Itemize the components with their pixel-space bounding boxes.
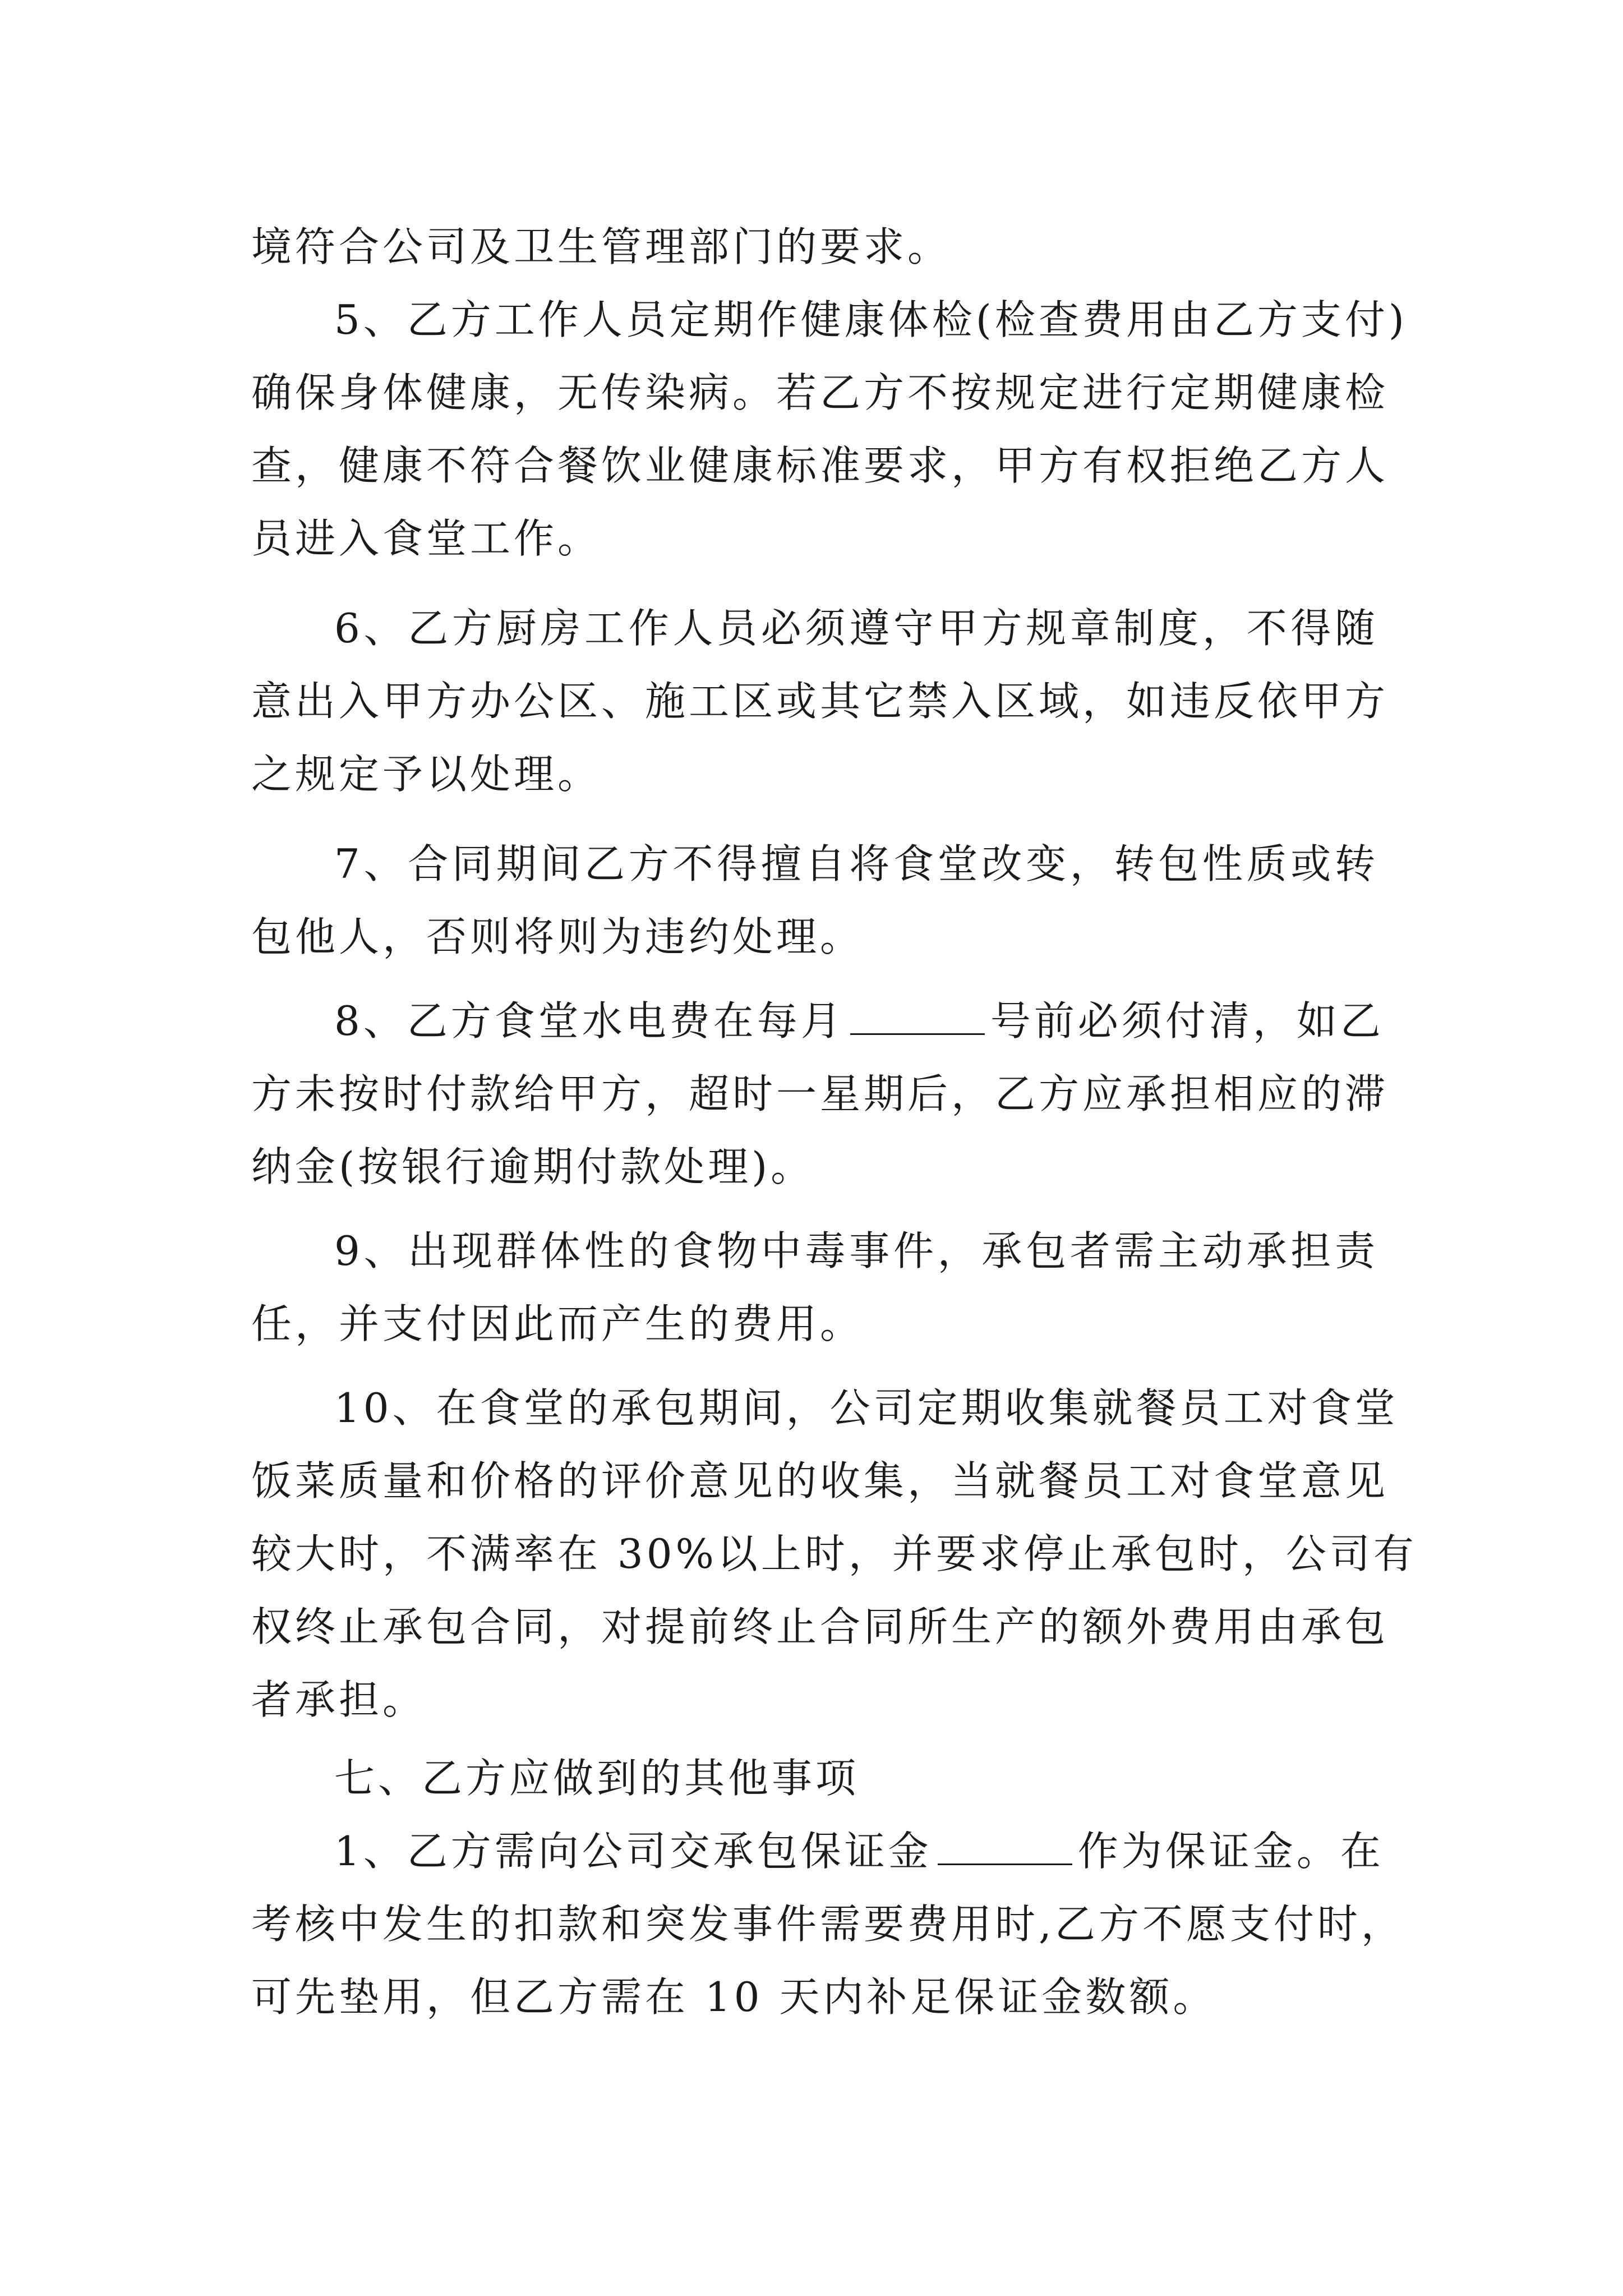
text-line: 10、在食堂的承包期间，公司定期收集就餐员工对食堂 bbox=[334, 1384, 1399, 1432]
text-line: 纳金(按银行逾期付款处理)。 bbox=[251, 1143, 815, 1190]
text-line: 员进入食堂工作。 bbox=[251, 515, 602, 562]
fill-in-blank bbox=[850, 997, 985, 1035]
text-line: 较大时，不满率在 30%以上时，并要求停止承包时，公司有 bbox=[251, 1530, 1417, 1577]
text-line: 方未按时付款给甲方，超时一星期后，乙方应承担相应的滞 bbox=[251, 1070, 1389, 1117]
text-line: 之规定予以处理。 bbox=[251, 751, 602, 798]
text-line: 包他人，否则将则为违约处理。 bbox=[251, 913, 864, 960]
text-segment: 1、乙方需向公司交承包保证金 bbox=[334, 1828, 932, 1875]
text-line: 者承担。 bbox=[251, 1676, 427, 1723]
text-segment: 8、乙方食堂水电费在每月 bbox=[334, 997, 845, 1045]
text-line: 境符合公司及卫生管理部门的要求。 bbox=[251, 223, 952, 270]
text-line: 6、乙方厨房工作人员必须遵守甲方规章制度，不得随 bbox=[334, 605, 1378, 652]
text-line: 权终止承包合同，对提前终止合同所生产的额外费用由承包 bbox=[251, 1603, 1389, 1650]
fill-in-blank bbox=[938, 1828, 1072, 1865]
text-line: 可先垫用，但乙方需在 10 天内补足保证金数额。 bbox=[251, 1973, 1217, 2021]
text-segment: 作为保证金。在 bbox=[1077, 1828, 1384, 1875]
text-line: 9、出现群体性的食物中毒事件，承包者需主动承担责 bbox=[334, 1227, 1378, 1274]
text-line: 确保身体健康，无传染病。若乙方不按规定进行定期健康检 bbox=[251, 369, 1389, 416]
text-line: 考核中发生的扣款和突发事件需要费用时,乙方不愿支付时， bbox=[251, 1901, 1405, 1948]
text-line: 5、乙方工作人员定期作健康体检(检查费用由乙方支付) bbox=[334, 296, 1408, 343]
text-line-with-blank bbox=[334, 1818, 1384, 1885]
text-line: 饭菜质量和价格的评价意见的收集，当就餐员工对食堂意见 bbox=[251, 1457, 1389, 1504]
text-line-with-blank bbox=[334, 987, 1384, 1055]
text-line: 7、合同期间乙方不得擅自将食堂改变，转包性质或转 bbox=[334, 840, 1378, 887]
text-line: 意出入甲方办公区、施工区或其它禁入区域，如违反依甲方 bbox=[251, 678, 1389, 725]
text-segment: 号前必须付清，如乙 bbox=[990, 997, 1384, 1045]
text-line: 任，并支付因此而产生的费用。 bbox=[251, 1300, 864, 1347]
section-heading: 七、乙方应做到的其他事项 bbox=[334, 1755, 860, 1802]
text-line: 查，健康不符合餐饮业健康标准要求，甲方有权拒绝乙方人 bbox=[251, 442, 1389, 489]
